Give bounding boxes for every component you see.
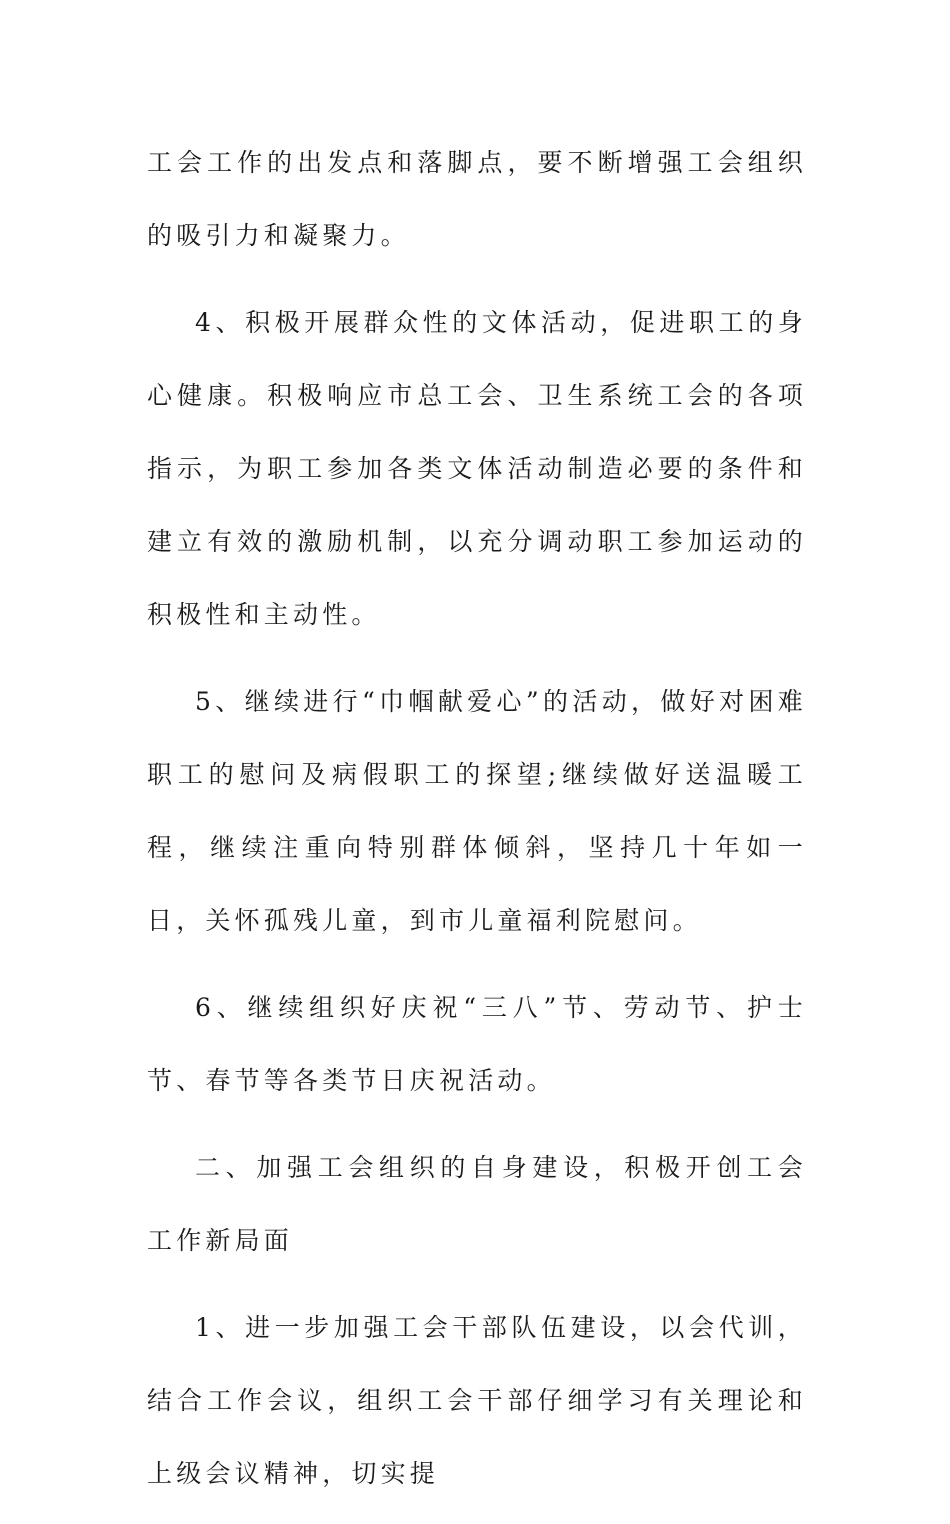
paragraph-item-1-cadre-building: 1、进一步加强工会干部队伍建设，以会代训，结合工作会议，组织工会干部仔细学习有关理论和上级会议精神，切实提: [147, 1313, 807, 1488]
paragraph-continuation: 工会工作的出发点和落脚点，要不断增强工会组织的吸引力和凝聚力。: [147, 148, 807, 250]
document-body: [147, 126, 807, 1524]
paragraph-item-4-cultural-activities: 4、积极开展群众性的文体活动，促进职工的身心健康。积极响应市总工会、卫生系统工会的各项指示，为职工参加各类文体活动制造必要的条件和建立有效的激励机制，以充分调动职工参加运动的积极性和主动性。: [147, 308, 807, 629]
section-heading-two: 二、加强工会组织的自身建设，积极开创工会工作新局面: [147, 1153, 807, 1255]
paragraph-item-5-care-activities: 5、继续进行“巾帼献爱心”的活动，做好对困难职工的慰问及病假职工的探望;继续做好送温暖工程，继续注重向特别群体倾斜，坚持几十年如一日，关怀孤残儿童，到市儿童福利院慰问。: [147, 687, 807, 935]
paragraph-item-6-festival-celebrations: 6、继续组织好庆祝“三八”节、劳动节、护士节、春节等各类节日庆祝活动。: [147, 993, 807, 1095]
